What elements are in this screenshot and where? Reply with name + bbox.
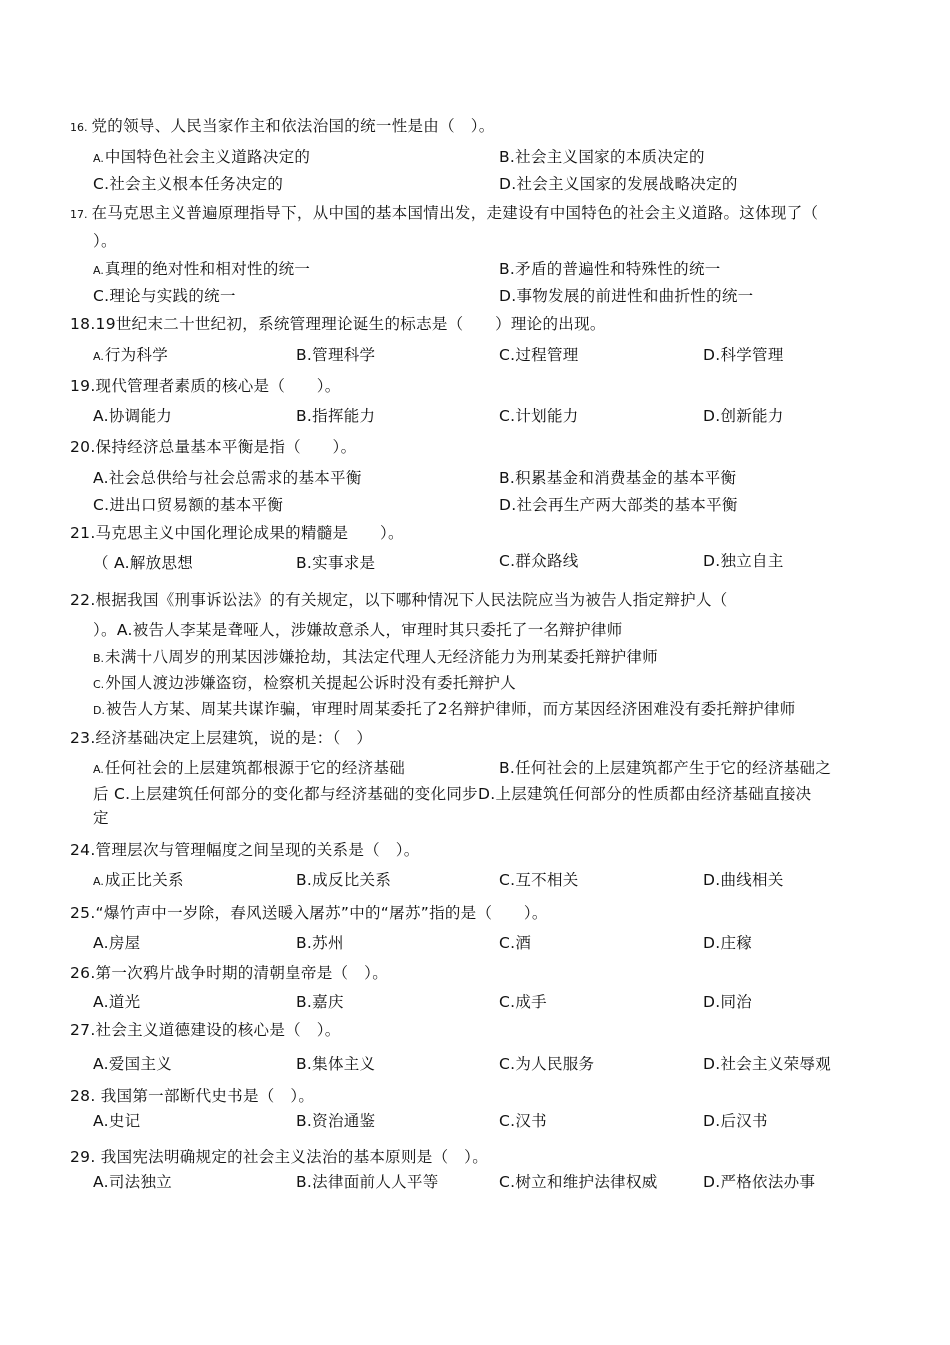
question-18-option-c: C.过程管理 xyxy=(499,346,579,364)
question-25-option-b: B.苏州 xyxy=(296,934,344,952)
option-a-text: 成正比关系 xyxy=(104,871,184,889)
question-22-option-a: ）。A.被告人李某是聋哑人，涉嫌故意杀人，审理时其只委托了一名辩护律师 xyxy=(93,621,623,639)
question-23-option-b: B.任何社会的上层建筑都产生于它的经济基础之 xyxy=(499,759,832,777)
question-17-option-a xyxy=(93,259,310,281)
option-a-key: A. xyxy=(93,875,104,888)
option-a-key: A. xyxy=(93,264,104,277)
question-26-option-a: A.道光 xyxy=(93,993,141,1011)
question-25-option-a: A.房屋 xyxy=(93,934,141,952)
question-16-option-c: C.社会主义根本任务决定的 xyxy=(93,175,284,193)
question-28-option-c: C.汉书 xyxy=(499,1112,547,1130)
question-26-option-d: D.同治 xyxy=(703,993,753,1011)
question-22-option-c xyxy=(93,673,516,695)
option-a-text: 真理的绝对性和相对性的统一 xyxy=(104,260,311,278)
question-20-option-c: C.进出口贸易额的基本平衡 xyxy=(93,496,284,514)
question-27-option-c: C.为人民服务 xyxy=(499,1055,595,1073)
question-23-options-cont: 后 C.上层建筑任何部分的变化都与经济基础的变化同步D.上层建筑任何部分的性质都由经济基础直接决 xyxy=(93,785,812,803)
question-19-option-a: A.协调能力 xyxy=(93,407,173,425)
question-17-option-b: B.矛盾的普遍性和特殊性的统一 xyxy=(499,260,721,278)
question-19-stem: 19.现代管理者素质的核心是（ ）。 xyxy=(70,377,341,395)
option-b-text: 未满十八周岁的刑某因涉嫌抢劫，其法定代理人无经济能力为刑某委托辩护律师 xyxy=(105,648,659,666)
question-21-option-b: B.实事求是 xyxy=(296,554,376,572)
question-25-option-c: C.酒 xyxy=(499,934,532,952)
question-29-option-d: D.严格依法办事 xyxy=(703,1173,816,1191)
question-17-stem-cont: ）。 xyxy=(93,232,117,250)
option-a-key: A. xyxy=(93,763,104,776)
question-26-option-b: B.嘉庆 xyxy=(296,993,344,1011)
option-c-key: C. xyxy=(93,678,105,691)
question-20-option-d: D.社会再生产两大部类的基本平衡 xyxy=(499,496,738,514)
question-23-options-cont-2: 定 xyxy=(93,809,109,827)
question-26-option-c: C.成手 xyxy=(499,993,547,1011)
question-16-option-b: B.社会主义国家的本质决定的 xyxy=(499,148,705,166)
question-28-stem: 28. 我国第一部断代史书是（ ）。 xyxy=(70,1087,315,1105)
question-24-option-c: C.互不相关 xyxy=(499,871,579,889)
question-22-option-b xyxy=(93,647,658,669)
option-a-text: 行为科学 xyxy=(104,346,169,364)
question-18-option-a xyxy=(93,345,168,367)
question-22-option-d xyxy=(93,699,796,721)
question-27-option-b: B.集体主义 xyxy=(296,1055,376,1073)
option-a-text: 中国特色社会主义道路决定的 xyxy=(104,148,311,166)
question-28-option-a: A.史记 xyxy=(93,1112,141,1130)
question-24-option-a xyxy=(93,870,184,892)
question-29-stem: 29. 我国宪法明确规定的社会主义法治的基本原则是（ ）。 xyxy=(70,1148,489,1166)
question-21-option-c: C.群众路线 xyxy=(499,552,579,570)
question-18-stem: 18.19世纪末二十世纪初，系统管理理论诞生的标志是（ ）理论的出现。 xyxy=(70,315,606,333)
question-17-option-d: D.事物发展的前进性和曲折性的统一 xyxy=(499,287,754,305)
option-d-key: D. xyxy=(93,704,105,717)
question-17-number: 17. xyxy=(70,208,88,221)
option-a-key: A. xyxy=(93,152,104,165)
question-27-stem: 27.社会主义道德建设的核心是（ ）。 xyxy=(70,1021,341,1039)
question-21-option-d: D.独立自主 xyxy=(703,552,784,570)
question-24-stem: 24.管理层次与管理幅度之间呈现的关系是（ ）。 xyxy=(70,841,420,859)
option-a-text: 任何社会的上层建筑都根源于它的经济基础 xyxy=(104,759,406,777)
question-26-stem: 26.第一次鸦片战争时期的清朝皇帝是（ ）。 xyxy=(70,964,389,982)
question-19-option-c: C.计划能力 xyxy=(499,407,579,425)
question-20-option-a: A.社会总供给与社会总需求的基本平衡 xyxy=(93,469,362,487)
question-17-stem xyxy=(70,203,818,225)
question-27-option-d: D.社会主义荣辱观 xyxy=(703,1055,832,1073)
question-17-option-c: C.理论与实践的统一 xyxy=(93,287,236,305)
question-29-option-c: C.树立和维护法律权威 xyxy=(499,1173,658,1191)
option-b-key: B. xyxy=(93,652,105,665)
question-23-stem: 23.经济基础决定上层建筑，说的是：（ ） xyxy=(70,729,373,747)
question-28-option-b: B.资治通鉴 xyxy=(296,1112,376,1130)
option-c-text: 外国人渡边涉嫌盗窃，检察机关提起公诉时没有委托辩护人 xyxy=(105,674,516,692)
question-25-stem: 25.“爆竹声中一岁除，春风送暖入屠苏”中的“屠苏”指的是（ ）。 xyxy=(70,904,548,922)
question-28-option-d: D.后汉书 xyxy=(703,1112,768,1130)
question-29-option-b: B.法律面前人人平等 xyxy=(296,1173,439,1191)
question-21-option-a: （ A.解放思想 xyxy=(93,554,194,572)
question-16-stem xyxy=(70,116,495,138)
question-27-option-a: A.爱国主义 xyxy=(93,1055,173,1073)
question-24-option-b: B.成反比关系 xyxy=(296,871,392,889)
question-23-option-a xyxy=(93,758,405,780)
option-a-key: A. xyxy=(93,350,104,363)
question-17-text: 在马克思主义普遍原理指导下，从中国的基本国情出发，走建设有中国特色的社会主义道路。这体现了（ xyxy=(91,204,819,222)
option-d-text: 被告人方某、周某共谋诈骗，审理时周某委托了2名辩护律师，而方某因经济困难没有委托辩护律师 xyxy=(105,700,796,718)
question-25-option-d: D.庄稼 xyxy=(703,934,753,952)
question-21-stem: 21.马克思主义中国化理论成果的精髓是 ）。 xyxy=(70,524,404,542)
question-24-option-d: D.曲线相关 xyxy=(703,871,784,889)
question-19-option-d: D.创新能力 xyxy=(703,407,784,425)
question-20-option-b: B.积累基金和消费基金的基本平衡 xyxy=(499,469,737,487)
question-22-stem: 22.根据我国《刑事诉讼法》的有关规定，以下哪种情况下人民法院应当为被告人指定辩护人（ xyxy=(70,591,728,609)
question-16-option-d: D.社会主义国家的发展战略决定的 xyxy=(499,175,738,193)
question-20-stem: 20.保持经济总量基本平衡是指（ ）。 xyxy=(70,438,357,456)
question-16-option-a xyxy=(93,147,310,169)
question-29-option-a: A.司法独立 xyxy=(93,1173,173,1191)
question-16-text: 党的领导、人民当家作主和依法治国的统一性是由（ ）。 xyxy=(91,117,495,135)
question-19-option-b: B.指挥能力 xyxy=(296,407,376,425)
question-18-option-b: B.管理科学 xyxy=(296,346,376,364)
question-18-option-d: D.科学管理 xyxy=(703,346,784,364)
question-16-number: 16. xyxy=(70,121,88,134)
